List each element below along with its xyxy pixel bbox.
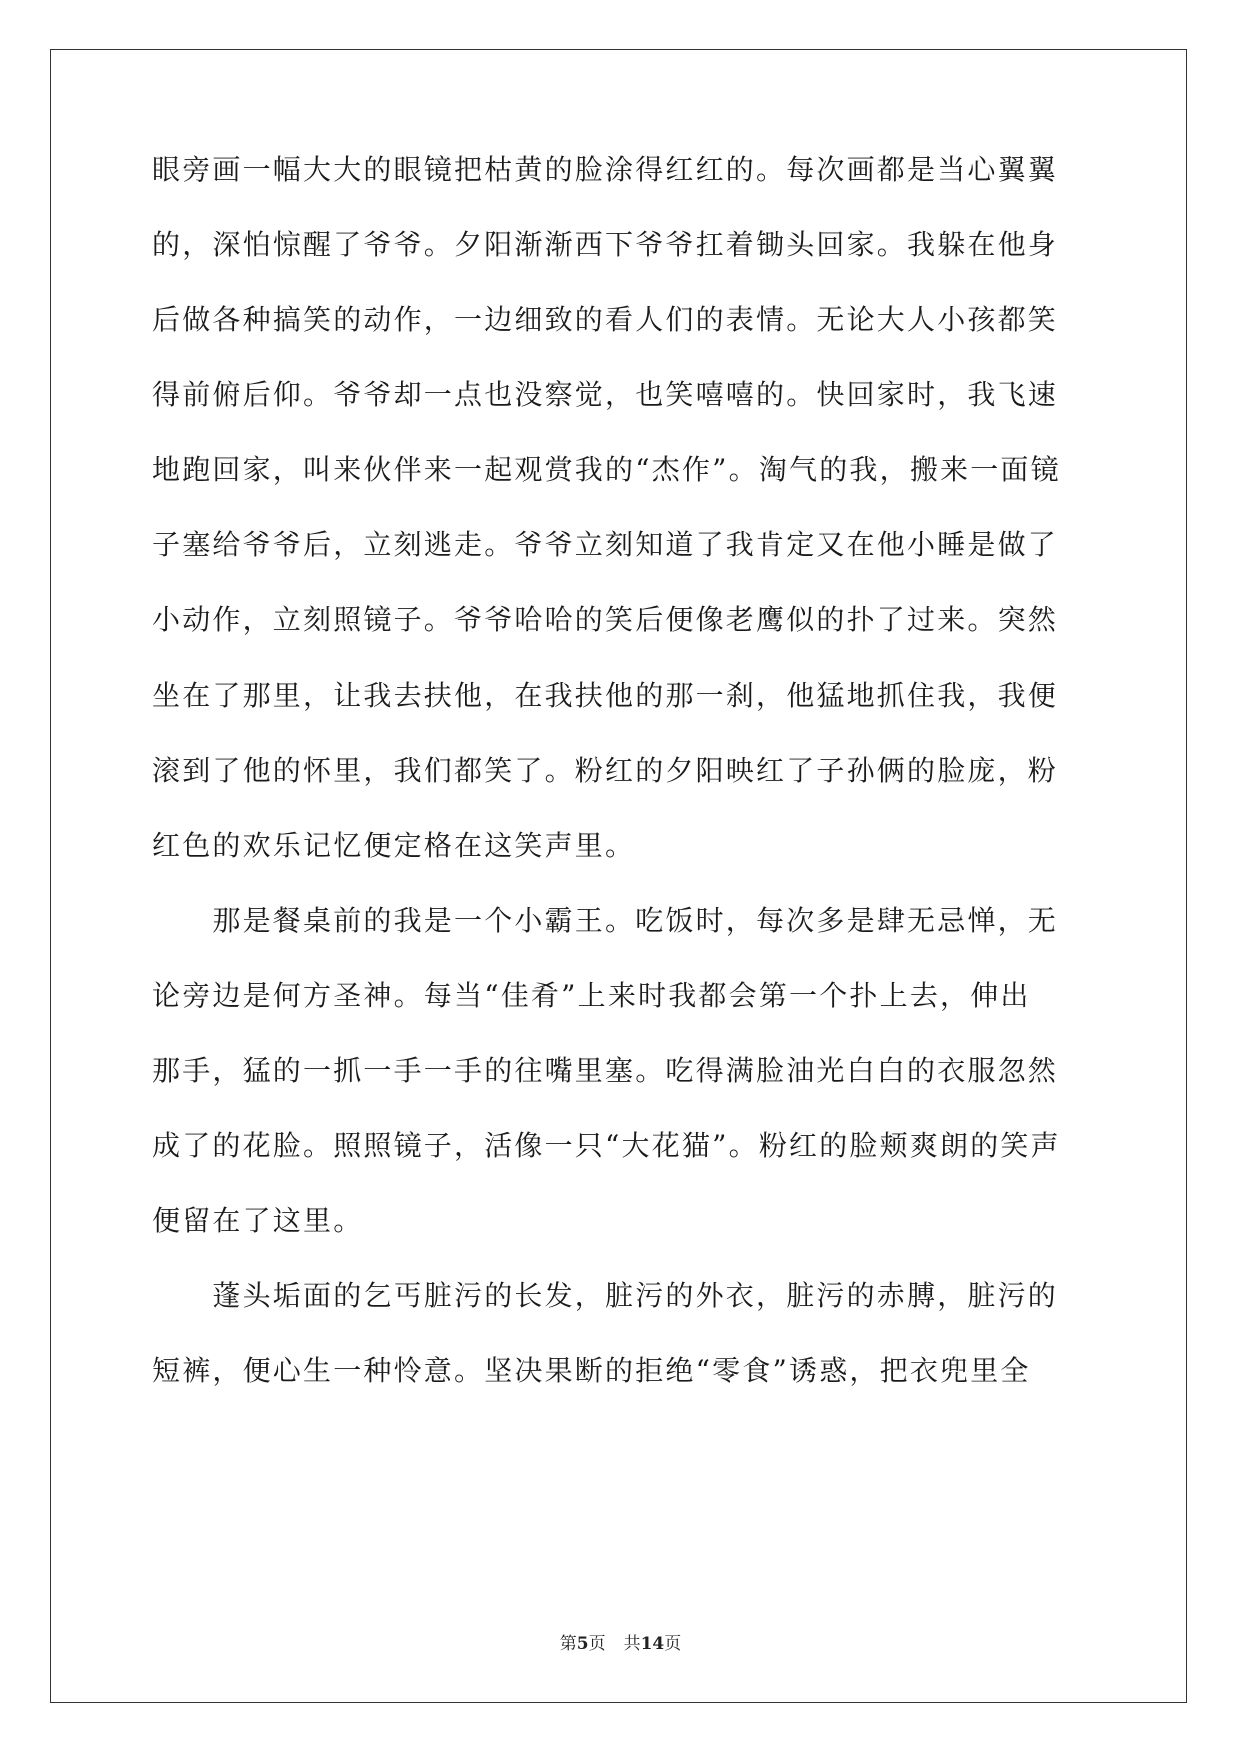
total-prefix: 共 [623, 1634, 641, 1654]
page-border [50, 49, 1187, 1703]
text-line: 成了的花脸。照照镜子，活像一只“大花猫”。粉红的脸颊爽朗的笑声 [152, 1129, 1061, 1162]
total-pages: 14 [640, 1634, 665, 1654]
text-line: 论旁边是何方圣神。每当“佳肴”上来时我都会第一个扑上去，伸出 [152, 979, 1031, 1012]
text-line: 的，深怕惊醒了爷爷。夕阳渐渐西下爷爷扛着锄头回家。我躲在他身 [152, 228, 1059, 261]
total-suffix: 页 [664, 1634, 682, 1654]
text-line: 得前俯后仰。爷爷却一点也没察觉，也笑嘻嘻的。快回家时，我飞速 [152, 378, 1059, 411]
text-line: 小动作，立刻照镜子。爷爷哈哈的笑后便像老鹰似的扑了过来。突然 [152, 603, 1059, 636]
page-footer [0, 1632, 1241, 1656]
text-line: 那手，猛的一抓一手一手的往嘴里塞。吃得满脸油光白白的衣服忽然 [152, 1054, 1059, 1087]
text-line: 地跑回家，叫来伙伴来一起观赏我的“杰作”。淘气的我，搬来一面镜 [152, 453, 1061, 486]
page-number: 5 [576, 1634, 589, 1654]
text-line: 眼旁画一幅大大的眼镜把枯黄的脸涂得红红的。每次画都是当心翼翼 [152, 153, 1059, 186]
text-line: 后做各种搞笑的动作，一边细致的看人们的表情。无论大人小孩都笑 [152, 303, 1059, 336]
text-line: 红色的欢乐记忆便定格在这笑声里。 [152, 829, 636, 862]
page-prefix: 第 [559, 1634, 577, 1654]
page-suffix: 页 [588, 1634, 606, 1654]
text-line: 那是餐桌前的我是一个小霸王。吃饭时，每次多是肆无忌惮，无 [152, 904, 1059, 937]
text-line: 便留在了这里。 [152, 1204, 364, 1237]
text-line: 坐在了那里，让我去扶他，在我扶他的那一刹，他猛地抓住我，我便 [152, 679, 1059, 712]
text-line: 滚到了他的怀里，我们都笑了。粉红的夕阳映红了子孙俩的脸庞，粉 [152, 754, 1059, 787]
text-line: 子塞给爷爷后，立刻逃走。爷爷立刻知道了我肯定又在他小睡是做了 [152, 528, 1059, 561]
text-line: 短裤，便心生一种怜意。坚决果断的拒绝“零食”诱惑，把衣兜里全 [152, 1354, 1031, 1387]
text-line: 蓬头垢面的乞丐脏污的长发，脏污的外衣，脏污的赤膊，脏污的 [152, 1279, 1059, 1312]
